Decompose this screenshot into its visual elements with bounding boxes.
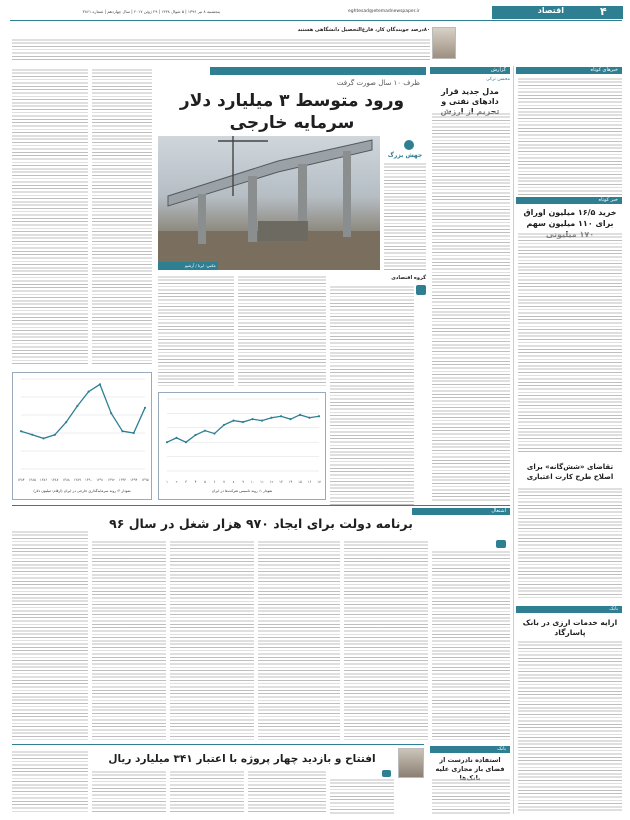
data-point [280,415,282,417]
sidebar-story1-body [518,232,622,452]
lead-dropcap [416,285,426,295]
lead-kicker: ظرف ۱۰ سال صورت گرفت [336,79,420,87]
lead-group: گروه اقتصادی [391,275,426,281]
lead-photo [158,136,380,270]
section-divider-employment [12,505,510,506]
data-point [185,441,187,443]
data-point [308,417,310,419]
data-point [54,434,56,436]
foreign-investment-chart [12,372,152,500]
data-point [76,405,78,407]
employment-body-col2 [344,540,428,740]
employment-body-col6 [12,530,88,740]
data-point [242,421,244,423]
data-point [204,430,206,432]
company-registration-line-chart [159,393,325,487]
bottom-body-col4 [92,770,166,814]
page-number: ۴ [600,5,607,18]
lead-body-col2 [238,275,326,387]
bottom-body-col2 [248,770,326,814]
lead-headline: ورود متوسط ۳ میلیارد دلار سرمایه خارجی [179,91,405,133]
sidebar-story2-headline: تقاضای «شش‌گانه» برای اصلاح طرح کارت اعتباری [526,463,614,481]
x-tick-label: ۷ [223,480,225,484]
x-tick-label: ۱۴ [288,480,293,484]
series-line [21,384,145,438]
data-point [144,407,146,409]
top-column-body [12,38,430,60]
employment-band: اشتغال [412,508,510,515]
section-email[interactable]: eghtesad@etemadnewspaper.ir [348,9,420,14]
sidebar-divider [513,66,514,814]
bottom-photo [398,748,424,778]
employment-body-col1 [432,550,510,740]
lead-subhead: جهش بزرگ [387,152,423,159]
bottom-quote-icon [382,770,391,777]
x-tick-label: ۱۷ [317,480,321,484]
column2-byline: محسن ترکی [486,77,510,82]
employment-body-col4 [170,540,254,740]
section-title: اقتصاد [537,6,564,15]
x-tick-label: ۶ [213,480,216,484]
x-tick-label: ۱۳۹۱ [96,478,104,482]
employment-quote-icon [496,540,506,548]
sidebar-story2-body [518,487,622,599]
data-point [299,414,301,416]
photo-caption: عکس: ایرنا / آرشیو [158,262,218,270]
x-tick-label: ۱۳۸۶ [39,478,48,482]
bottom-headline: افتتاح و بازدید چهار پروژه با اعتبار ۳۴۱ میلیارد ریال [108,753,376,765]
x-tick-label: ۱ [166,480,168,484]
bottom-body-col3 [170,770,244,814]
quote-mark [404,140,414,150]
x-tick-label: ۴ [194,480,197,484]
x-tick-label: ۱۰ [250,480,255,484]
bank-body [432,778,510,814]
data-point [194,434,196,436]
sidebar-bank-band: بانک [516,606,622,613]
data-point [133,432,135,434]
data-point [175,437,177,439]
data-point [166,441,168,443]
x-tick-label: ۱۳۹۳ [118,478,127,482]
columnist-photo [432,27,456,59]
data-point [232,420,234,422]
lead-body-col5 [12,68,88,366]
column2-headline: مدل جدید قرار دادهای نفتی و [441,87,499,106]
company-registration-chart [158,392,326,500]
data-point [318,415,320,417]
data-point [99,383,101,385]
sidebar-story1-headline: خرید ۱۶/۵ میلیون اوراق برای ۱۱۰ میلیون سهم [523,208,617,228]
x-tick-label: ۱۳۹۰ [84,478,93,482]
bridge-construction-illustration [158,136,380,270]
dateline: پنجشنبه ۸ تیر ۱۳۹۶ | ۵ شوال ۱۴۳۸ | ۲۹ ژوئن ۲۰۱۷ | سال چهاردهم | شماره ۳۸۶۱ [82,9,220,14]
x-tick-label: ۱۳۸۷ [51,478,59,482]
x-tick-label: ۱۳۹۲ [107,478,115,482]
data-point [110,412,112,414]
data-point [223,424,225,426]
foreign-investment-line-chart [13,373,151,485]
lead-pullquote-body [384,162,426,270]
x-tick-label: ۱۳۹۵ [141,478,149,482]
sidebar-news-body [518,77,622,195]
chart-mid-caption: نمودار ۱: روند تاسیس شرکت‌ها در ایران [211,489,273,493]
x-tick-label: ۲ [175,480,178,484]
section-divider-bottom [12,744,424,745]
x-tick-label: ۸ [232,480,235,484]
lead-body-col1 [330,285,414,505]
x-tick-label: ۱۵ [298,480,302,484]
data-point [31,434,33,436]
data-point [88,391,90,393]
sidebar-story3-headline: ارایه خدمات ارزی در بانک پاسارگاد [522,618,618,637]
x-tick-label: ۱۳۹۴ [130,478,138,482]
sidebar-market-band: خبر کوتاه [516,197,622,204]
x-tick-label: ۱۳۸۹ [73,478,82,482]
bottom-body-col1 [330,778,394,814]
bottom-body-col5 [12,750,88,814]
column2-body [432,112,510,502]
bank-band: بانک [430,746,510,753]
lead-body-col4 [92,68,152,366]
lead-band [210,67,426,75]
x-tick-label: ۳ [185,480,187,484]
employment-body-col5 [92,540,166,740]
bank-headline: استفاده نادرست از فضای باز مجازی علیه [435,756,505,773]
data-point [121,430,123,432]
chart-left-caption: نمودار ۲: روند سرمایه‌گذاری خارجی در ایران (ارقام: میلیون دلار) [33,489,131,493]
header-rule [10,20,622,21]
x-tick-label: ۱۱ [260,480,264,484]
x-tick-label: ۱۳۸۸ [62,478,70,482]
x-tick-label: ۱۳ [279,480,283,484]
x-tick-label: ۵ [204,480,206,484]
column2-band: گزارش [430,67,510,74]
data-point [42,437,44,439]
data-point [20,430,22,432]
sidebar-news-band: خبرهای کوتاه [516,67,622,74]
employment-headline: برنامه دولت برای ایجاد ۹۷۰ هزار شغل در سال ۹۶ [109,516,413,531]
sidebar-story3-body [518,640,622,812]
data-point [251,418,253,420]
data-point [213,432,215,434]
data-point [65,421,67,423]
x-tick-label: ۱۲ [269,480,274,484]
series-line [167,415,319,442]
lead-body-col3 [158,275,234,387]
data-point [289,418,291,420]
x-tick-label: ۱۳۸۵ [28,478,36,482]
employment-body-col3 [258,540,340,740]
x-tick-label: ۱۳۸۴ [17,478,25,482]
top-column-headline: ۸۰درصد جویندگان کار، فارغ‌التحصیل دانشگاهی هستند [297,27,430,33]
x-tick-label: ۱۶ [307,480,312,484]
x-tick-label: ۹ [242,480,244,484]
data-point [270,417,272,419]
data-point [261,420,263,422]
